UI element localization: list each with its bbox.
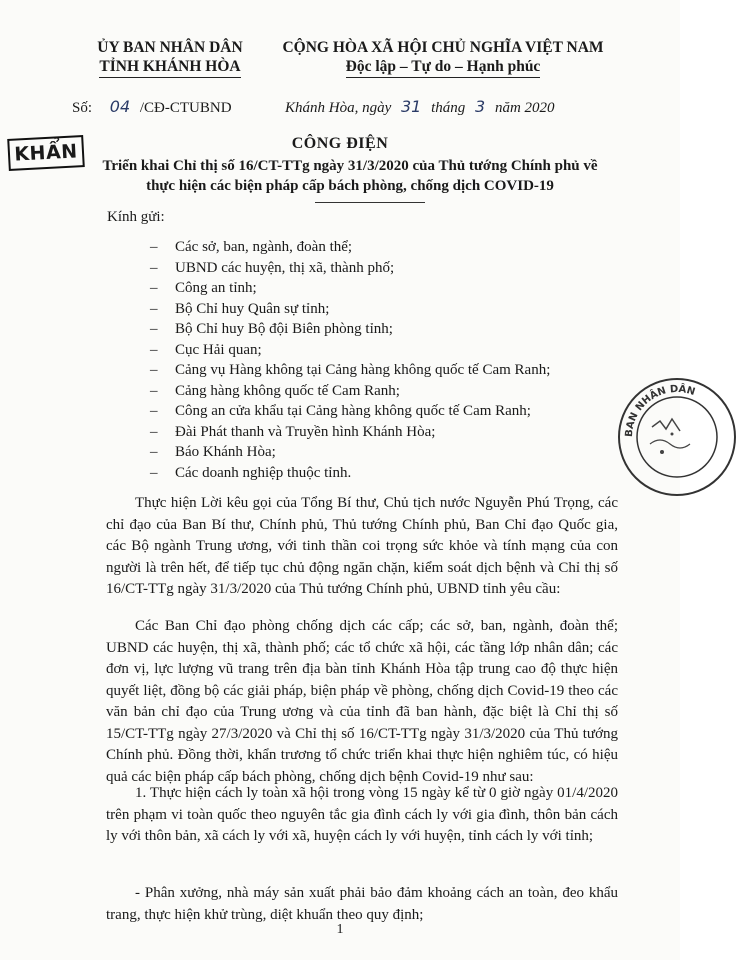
page-number: 1	[336, 922, 344, 937]
recipient-list	[150, 237, 550, 483]
issue-date	[285, 97, 555, 117]
seal-text: BAN NHÂN DÂN	[623, 383, 697, 438]
paragraph: Thực hiện Lời kêu gọi của Tổng Bí thư, Chủ tịch nước Nguyễn Phú Trọng, các chỉ đạo của Ban Bí thư, Chính phủ, Thủ tướng Chính phủ, Ban Chỉ đạo Quốc gia, các Bộ ngành Trung ương, với tinh thần coi trọng sức khỏe và tính mạng của con người là trên hết, để tiếp tục chủ động ngăn chặn, kiểm soát dịch bệnh và Chỉ thị số 16/CT-TTg ngày 31/3/2020 của Thủ tướng Chính phủ, UBND tỉnh yêu cầu:	[106, 495, 618, 597]
date-month-label: tháng	[431, 100, 466, 116]
paragraph: 1. Thực hiện cách ly toàn xã hội trong vòng 15 ngày kể từ 0 giờ ngày 01/4/2020 trên phạm vi toàn quốc theo nguyên tắc gia đình cách ly với gia đình, thôn bản cách ly với thôn bản, xã cách ly với xã, huyện cách ly với huyện, tỉnh cách ly với tỉnh;	[106, 785, 618, 844]
date-month-handwritten: 3	[475, 97, 486, 116]
paragraph: - Phân xưởng, nhà máy sản xuất phải bảo đảm khoảng cách an toàn, đeo khẩu trang, thực hiện khử trùng, diệt khuẩn theo quy định;	[106, 885, 618, 923]
issuing-organization	[70, 38, 270, 78]
recipient-item: – UBND các huyện, thị xã, thành phố;	[150, 258, 550, 279]
urgent-stamp: KHẨN	[7, 135, 85, 171]
recipient-item: – Cảng vụ Hàng không tại Cảng hàng không quốc tế Cam Ranh;	[150, 360, 550, 381]
document-number	[72, 97, 232, 117]
recipient-item: – Công an tỉnh;	[150, 278, 550, 299]
recipient-item: – Các doanh nghiệp thuộc tỉnh.	[150, 463, 550, 484]
doc-number-suffix: /CĐ-CTUBND	[139, 100, 232, 116]
recipient-item: – Đài Phát thanh và Truyền hình Khánh Hòa;	[150, 422, 550, 443]
subtitle-divider	[315, 202, 425, 203]
recipient-item: – Cục Hải quan;	[150, 340, 550, 361]
recipient-item: – Cảng hàng không quốc tế Cam Ranh;	[150, 381, 550, 402]
recipient-item: – Bộ Chỉ huy Bộ đội Biên phòng tỉnh;	[150, 319, 550, 340]
recipient-item: – Công an cửa khẩu tại Cảng hàng không quốc tế Cam Ranh;	[150, 401, 550, 422]
official-seal-icon	[612, 380, 697, 480]
date-year: năm 2020	[494, 100, 555, 116]
subtitle-line-1: Triển khai Chỉ thị số 16/CT-TTg ngày 31/3/2020 của Thủ tướng Chính phủ về	[102, 158, 598, 174]
doc-number-prefix: Số:	[72, 100, 93, 116]
org-line-2: TỈNH KHÁNH HÒA	[99, 57, 240, 78]
date-day-handwritten: 31	[401, 97, 422, 116]
doc-number-handwritten: 04	[109, 97, 131, 116]
recipient-item: – Bộ Chỉ huy Quân sự tỉnh;	[150, 299, 550, 320]
paragraph: Các Ban Chỉ đạo phòng chống dịch các cấp; các sở, ban, ngành, đoàn thể; UBND các huyện, thị xã, thành phố; các tổ chức xã hội, các tầng lớp nhân dân; các đơn vị, lực lượng vũ trang trên địa bàn tỉnh Khánh Hòa tập trung cao độ thực hiện quyết liệt, đồng bộ các giải pháp, biện pháp về phòng, chống dịch Covid-19 theo các văn bản chỉ đạo của Trung ương và của tỉnh đã ban hành, đặc biệt là Chỉ thị số 15/CT-TTg ngày 27/3/2020 và Chỉ thị số 16/CT-TTg ngày 31/3/2020 của Thủ tướng Chính phủ. Đồng thời, khẩn trương tổ chức triển khai thực hiện nghiêm túc, có hiệu quả các biện pháp cấp bách phòng, chống dịch bệnh Covid-19 như sau:	[106, 618, 618, 785]
subtitle-line-2: thực hiện các biện pháp cấp bách phòng, chống dịch COVID-19	[146, 178, 554, 194]
svg-text:BAN NHÂN DÂN	[624, 382, 697, 437]
org-line-1: ỦY BAN NHÂN DÂN	[97, 39, 243, 56]
national-header	[248, 38, 638, 78]
nation-name: CỘNG HÒA XÃ HỘI CHỦ NGHĨA VIỆT NAM	[282, 39, 604, 56]
document-title: CÔNG ĐIỆN	[291, 135, 389, 152]
date-place: Khánh Hòa, ngày	[285, 100, 392, 116]
recipient-item: – Báo Khánh Hòa;	[150, 442, 550, 463]
document-subtitle	[70, 156, 630, 196]
recipient-item: – Các sở, ban, ngành, đoàn thể;	[150, 237, 550, 258]
salutation: Kính gửi:	[107, 209, 165, 225]
national-motto: Độc lập – Tự do – Hạnh phúc	[346, 57, 541, 78]
